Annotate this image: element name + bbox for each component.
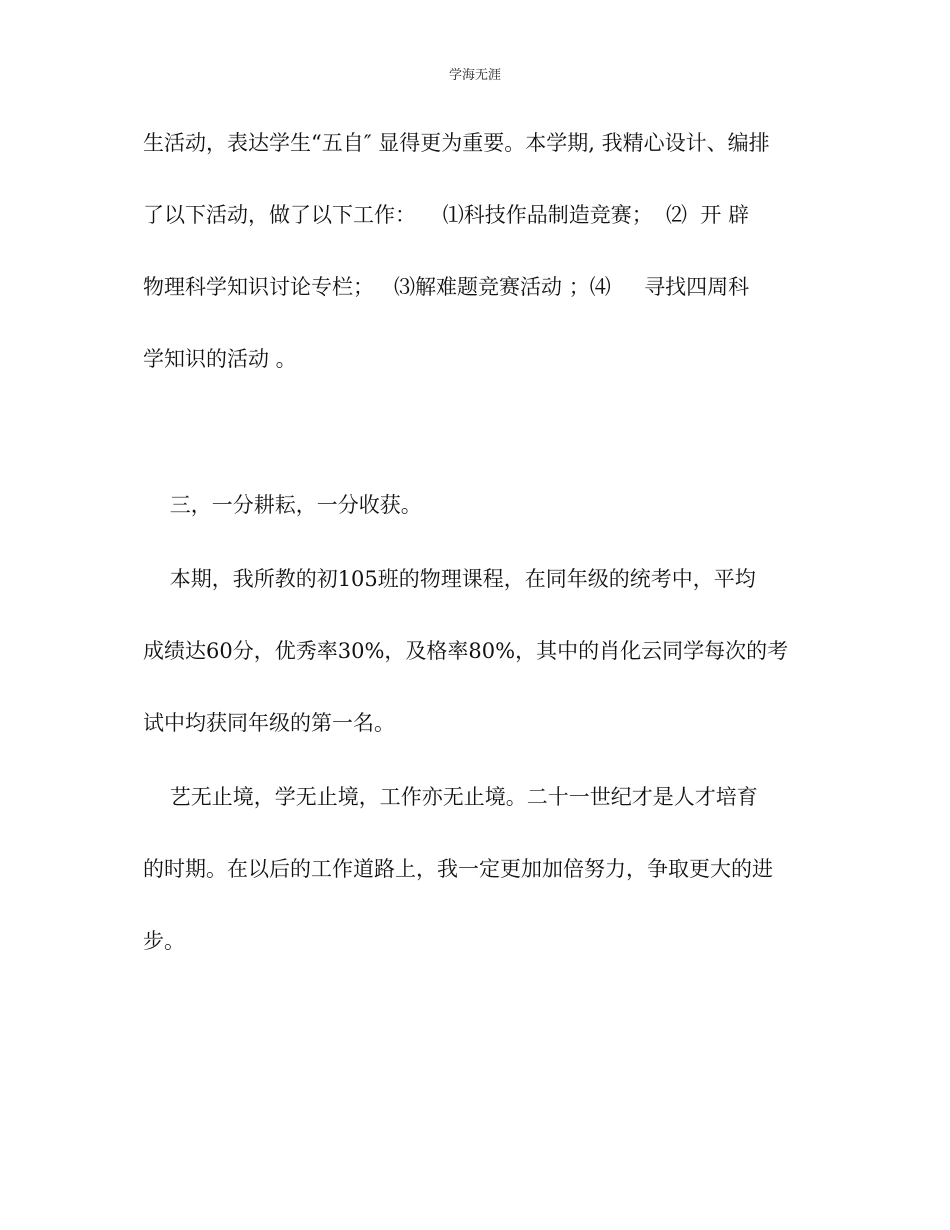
- paragraph-line: 生活动，表达学生“五自″ 显得更为重要。本学期, 我精心设计、编排: [143, 131, 770, 155]
- paragraph-line: 步。: [143, 929, 185, 953]
- paragraph-line: 成绩达60分，优秀率30%，及格率80%，其中的肖化云同学每次的考: [143, 639, 789, 663]
- paragraph-line: 本期，我所教的初105班的物理课程，在同年级的统考中，平均: [143, 567, 756, 591]
- section-heading: 三，一分耕耘，一分收获。: [143, 493, 422, 517]
- paragraph-line: 试中均获同年级的第一名。: [143, 711, 395, 735]
- page-header: 学海无涯: [448, 68, 501, 83]
- paragraph-line: 学知识的活动 。: [143, 347, 297, 371]
- paragraph-line: 物理科学知识讨论专栏； ⑶解难题竞赛活动 ；⑷ 寻找四周科: [143, 275, 750, 299]
- paragraph-line: 艺无止境，学无止境，工作亦无止境。二十一世纪才是人才培育: [143, 785, 758, 809]
- paragraph-line: 了以下活动，做了以下工作： ⑴科技作品制造竞赛； ⑵ 开 辟: [143, 203, 750, 227]
- paragraph-line: 的时期。在以后的工作道路上，我一定更加加倍努力，争取更大的进: [143, 857, 773, 881]
